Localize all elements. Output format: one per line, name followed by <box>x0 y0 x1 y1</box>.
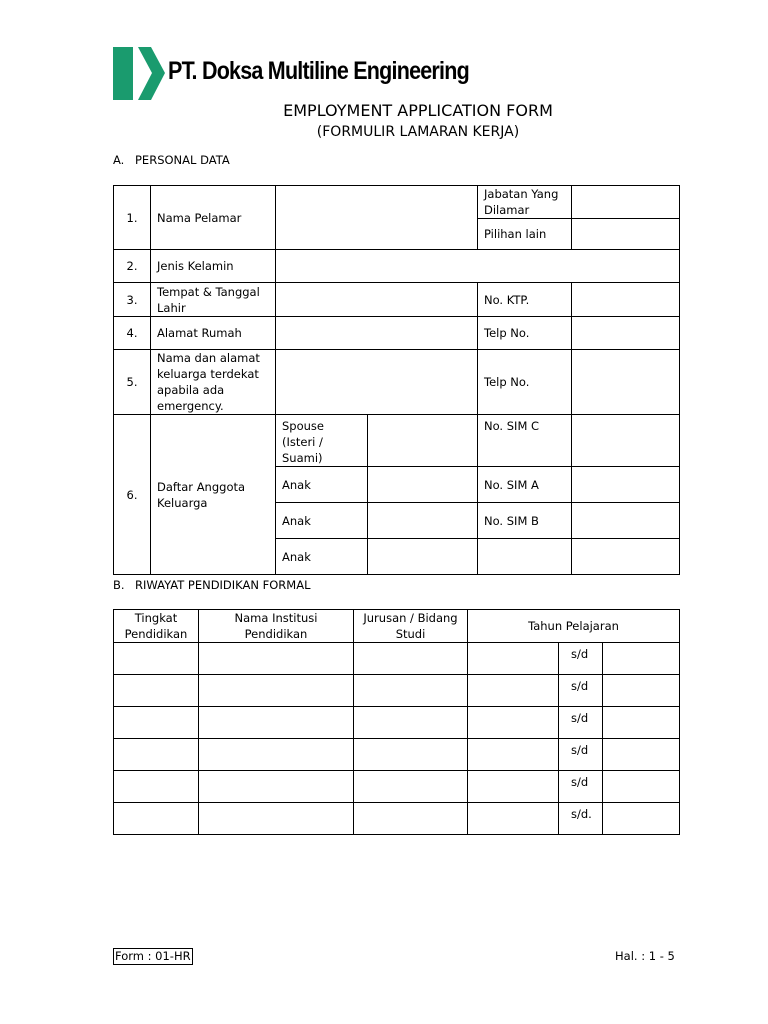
row-number: 2. <box>114 250 151 283</box>
input-tahun-mulai[interactable] <box>468 771 559 803</box>
form-subtitle: (FORMULIR LAMARAN KERJA) <box>316 124 520 140</box>
year-separator: s/d <box>559 739 603 771</box>
field-label-keluarga-emergency: Nama dan alamat keluarga terdekat apabila ada emergency. <box>151 350 276 415</box>
section-b-heading: B. RIWAYAT PENDIDIKAN FORMAL <box>113 578 311 592</box>
input-tahun-selesai[interactable] <box>603 707 680 739</box>
input-tingkat[interactable] <box>114 675 199 707</box>
input-jabatan[interactable] <box>572 186 680 219</box>
field-label-telp-emergency: Telp No. <box>478 350 572 415</box>
input-tahun-selesai[interactable] <box>603 675 680 707</box>
input-tingkat[interactable] <box>114 707 199 739</box>
input-keluarga-emergency[interactable] <box>276 350 478 415</box>
field-label-sim-c: No. SIM C <box>478 415 572 467</box>
input-tempat-lahir[interactable] <box>276 283 478 317</box>
input-tahun-selesai[interactable] <box>603 771 680 803</box>
table-row <box>114 803 680 835</box>
input-tahun-mulai[interactable] <box>468 739 559 771</box>
input-institusi[interactable] <box>199 739 354 771</box>
input-institusi[interactable] <box>199 771 354 803</box>
header-jurusan: Jurusan / Bidang Studi <box>354 610 468 643</box>
table-row <box>114 771 680 803</box>
row-number: 5. <box>114 350 151 415</box>
personal-data-table <box>113 185 680 575</box>
header-tingkat-pendidikan: Tingkat Pendidikan <box>114 610 199 643</box>
field-label-jenis-kelamin: Jenis Kelamin <box>151 250 276 283</box>
input-tingkat[interactable] <box>114 643 199 675</box>
header-tahun-pelajaran: Tahun Pelajaran <box>468 610 680 643</box>
input-tahun-selesai[interactable] <box>603 803 680 835</box>
input-tahun-mulai[interactable] <box>468 707 559 739</box>
family-member-label: Anak <box>276 467 368 503</box>
input-jurusan[interactable] <box>354 739 468 771</box>
empty-label-cell <box>478 539 572 575</box>
row-number: 6. <box>114 415 151 575</box>
input-jurusan[interactable] <box>354 803 468 835</box>
field-label-sim-a: No. SIM A <box>478 467 572 503</box>
input-family-member[interactable] <box>368 503 478 539</box>
row-number: 4. <box>114 317 151 350</box>
input-institusi[interactable] <box>199 643 354 675</box>
company-logo <box>113 47 165 100</box>
input-jenis-kelamin[interactable] <box>276 250 680 283</box>
input-jurusan[interactable] <box>354 707 468 739</box>
input-telp[interactable] <box>572 317 680 350</box>
input-jurusan[interactable] <box>354 771 468 803</box>
input-sim-b[interactable] <box>572 503 680 539</box>
input-tingkat[interactable] <box>114 739 199 771</box>
year-separator: s/d <box>559 643 603 675</box>
input-tahun-mulai[interactable] <box>468 803 559 835</box>
family-member-label: Spouse (Isteri / Suami) <box>276 415 368 467</box>
family-member-label: Anak <box>276 539 368 575</box>
form-code: Form : 01-HR <box>115 949 191 963</box>
table-row <box>114 643 680 675</box>
input-family-member[interactable] <box>368 467 478 503</box>
field-label-nama-pelamar: Nama Pelamar <box>151 186 276 250</box>
input-tahun-mulai[interactable] <box>468 675 559 707</box>
header-nama-institusi: Nama Institusi Pendidikan <box>199 610 354 643</box>
table-row <box>114 675 680 707</box>
field-label-no-ktp: No. KTP. <box>478 283 572 317</box>
input-jurusan[interactable] <box>354 643 468 675</box>
input-institusi[interactable] <box>199 675 354 707</box>
input-family-member[interactable] <box>368 539 478 575</box>
family-member-label: Anak <box>276 503 368 539</box>
input-sim-a[interactable] <box>572 467 680 503</box>
form-title: EMPLOYMENT APPLICATION FORM <box>283 101 553 120</box>
input-pilihan-lain[interactable] <box>572 219 680 250</box>
input-telp-emergency[interactable] <box>572 350 680 415</box>
year-separator: s/d <box>559 771 603 803</box>
year-separator: s/d. <box>559 803 603 835</box>
education-table <box>113 609 680 835</box>
input-family-member[interactable] <box>368 415 478 467</box>
input-tahun-selesai[interactable] <box>603 739 680 771</box>
input-jurusan[interactable] <box>354 675 468 707</box>
table-row <box>114 739 680 771</box>
field-label-pilihan-lain: Pilihan lain <box>478 219 572 250</box>
input-tahun-mulai[interactable] <box>468 643 559 675</box>
table-row <box>114 707 680 739</box>
section-a-heading: A. PERSONAL DATA <box>113 153 230 167</box>
input-tingkat[interactable] <box>114 803 199 835</box>
year-separator: s/d <box>559 675 603 707</box>
page-number: Hal. : 1 - 5 <box>615 949 675 963</box>
row-number: 3. <box>114 283 151 317</box>
input-institusi[interactable] <box>199 803 354 835</box>
field-label-anggota-keluarga: Daftar Anggota Keluarga <box>151 415 276 575</box>
field-label-tempat-lahir: Tempat & Tanggal Lahir <box>151 283 276 317</box>
field-label-sim-b: No. SIM B <box>478 503 572 539</box>
input-institusi[interactable] <box>199 707 354 739</box>
empty-input-cell[interactable] <box>572 539 680 575</box>
field-label-jabatan: Jabatan Yang Dilamar <box>478 186 572 219</box>
field-label-telp: Telp No. <box>478 317 572 350</box>
input-sim-c[interactable] <box>572 415 680 467</box>
input-no-ktp[interactable] <box>572 283 680 317</box>
input-tahun-selesai[interactable] <box>603 643 680 675</box>
field-label-alamat: Alamat Rumah <box>151 317 276 350</box>
input-tingkat[interactable] <box>114 771 199 803</box>
input-nama-pelamar[interactable] <box>276 186 478 250</box>
year-separator: s/d <box>559 707 603 739</box>
company-name: PT. Doksa Multiline Engineering <box>168 57 469 85</box>
input-alamat[interactable] <box>276 317 478 350</box>
row-number: 1. <box>114 186 151 250</box>
